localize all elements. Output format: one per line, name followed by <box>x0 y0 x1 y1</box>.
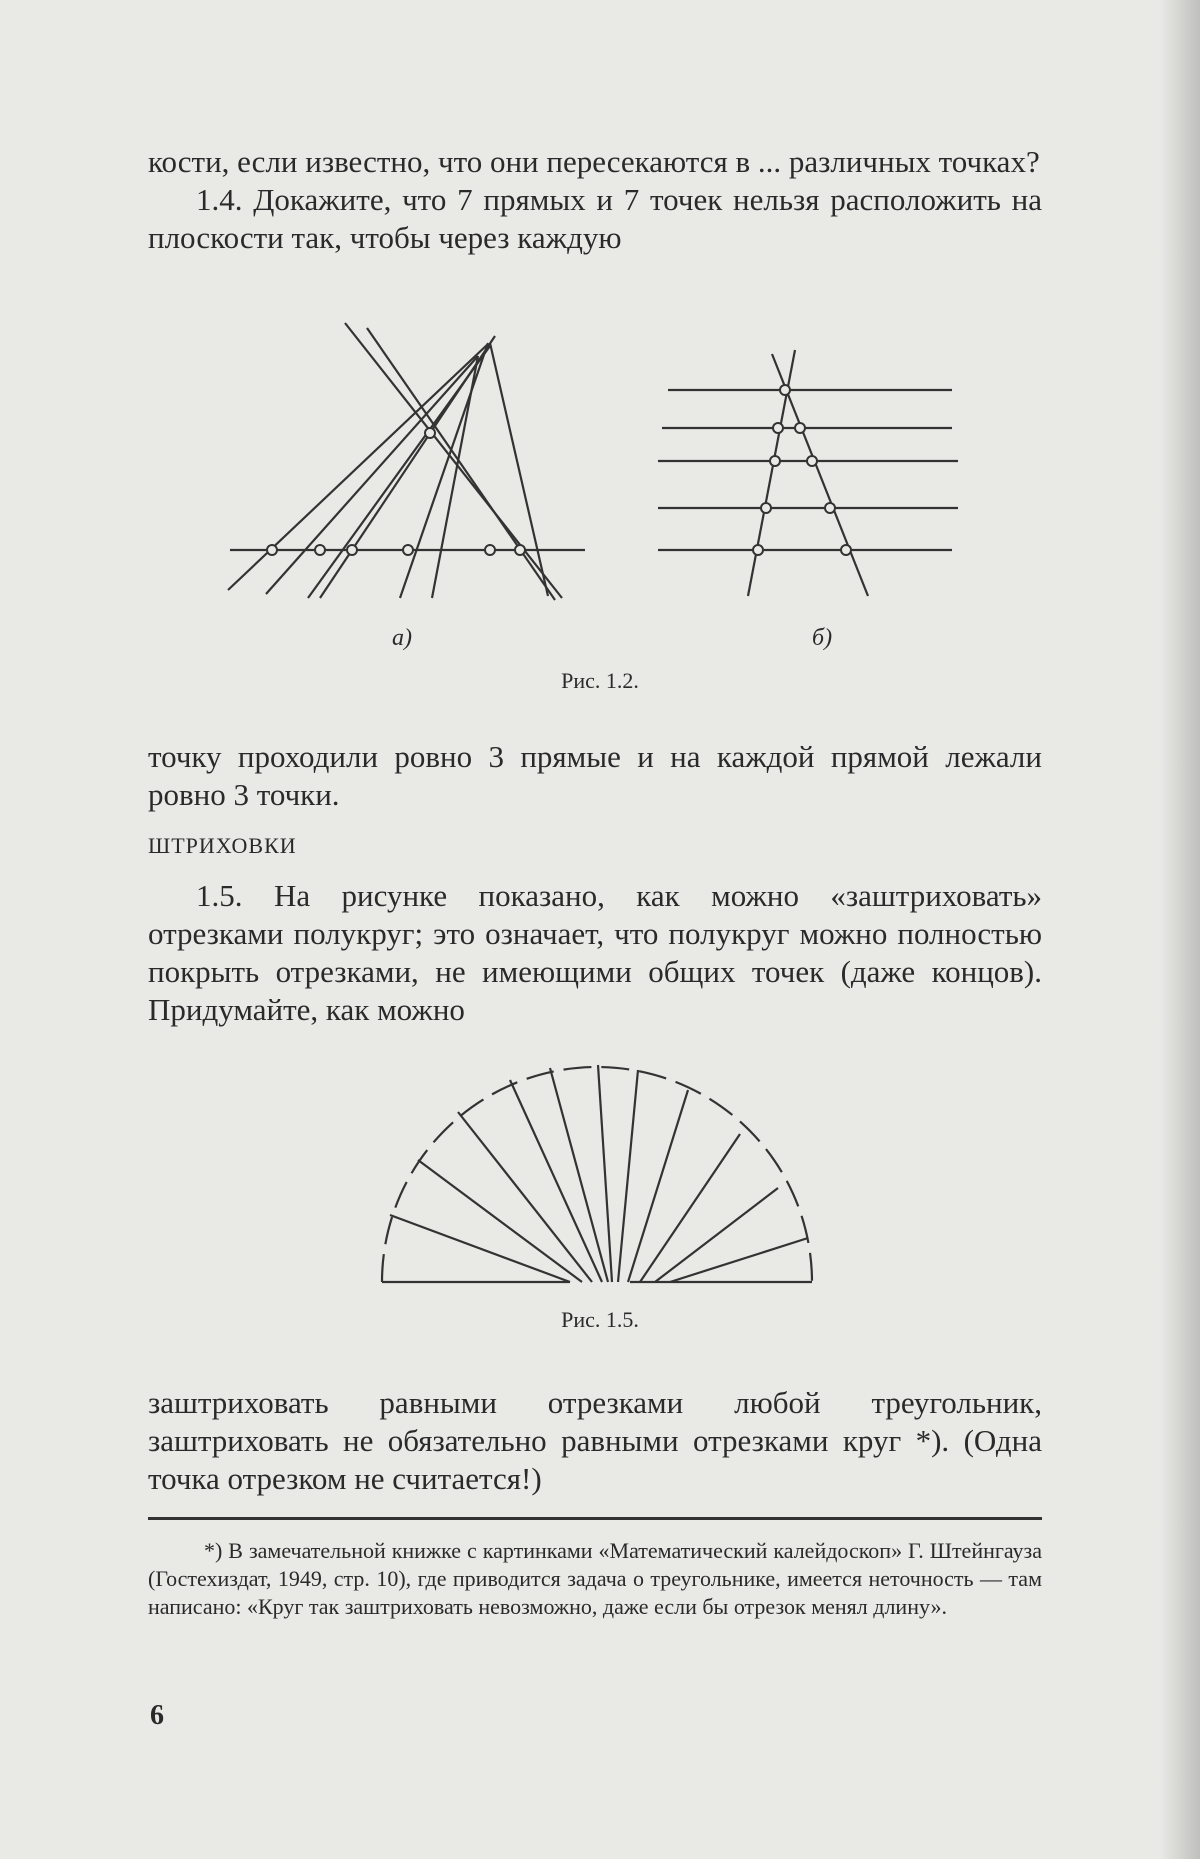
paragraph-block-4 <box>148 1384 1042 1498</box>
paragraph-block-3 <box>148 877 1042 1029</box>
figure-1-2b-points <box>753 385 851 555</box>
semicircle-outline <box>382 1067 812 1282</box>
page-edge-shadow <box>1160 0 1200 1859</box>
figure-1-5-caption: Рис. 1.5. <box>561 1307 639 1332</box>
footnote <box>148 1537 1042 1621</box>
figure-1-2a-lines <box>228 323 585 600</box>
page-number: 6 <box>150 1700 164 1731</box>
figure-1-2b-lines <box>658 350 958 596</box>
paragraph-p1: кости, если известно, что они пересекаются в ... различных точках? <box>148 144 1040 179</box>
figure-1-2a-label: а) <box>392 625 412 651</box>
footnote-text: *) В замечательной книжке с картинками «Математический калейдоскоп» Г. Штейнгауза (Гостехиздат, 1949, стр. 10), где приводится задача о треугольнике, имеется неточность — там написано: «Круг так заштриховать невозможно, даже если бы отрезок менял длину». <box>148 1538 1042 1619</box>
figure-1-5 <box>370 1060 830 1290</box>
hatch-segments <box>390 1065 808 1282</box>
paragraph-p5: заштриховать равными отрезками любой треугольник, заштриховать не обязательно равными отрезками круг *). (Одна точка отрезком не считается!) <box>148 1385 1042 1496</box>
figure-1-2-caption: Рис. 1.2. <box>561 668 639 693</box>
problem-1-4: 1.4. Докажите, что 7 прямых и 7 точек нельзя расположить на плоскости так, чтобы через каждую <box>148 182 1042 255</box>
paragraph-continuation <box>148 143 1042 257</box>
figure-1-2 <box>210 318 980 608</box>
paragraph-block-2 <box>148 738 1042 814</box>
problem-1-5: 1.5. На рисунке показано, как можно «заштриховать» отрезками полукруг; это означает, что полукруг можно полностью покрыть отрезками, не имеющими общих точек (даже концов). Придумайте, как можно <box>148 878 1042 1027</box>
footnote-rule <box>148 1517 1042 1520</box>
paragraph-p3: точку проходили ровно 3 прямые и на каждой прямой лежали ровно 3 точки. <box>148 739 1042 812</box>
section-heading: ШТРИХОВКИ <box>148 833 297 858</box>
figure-1-2b-label: б) <box>812 625 833 651</box>
